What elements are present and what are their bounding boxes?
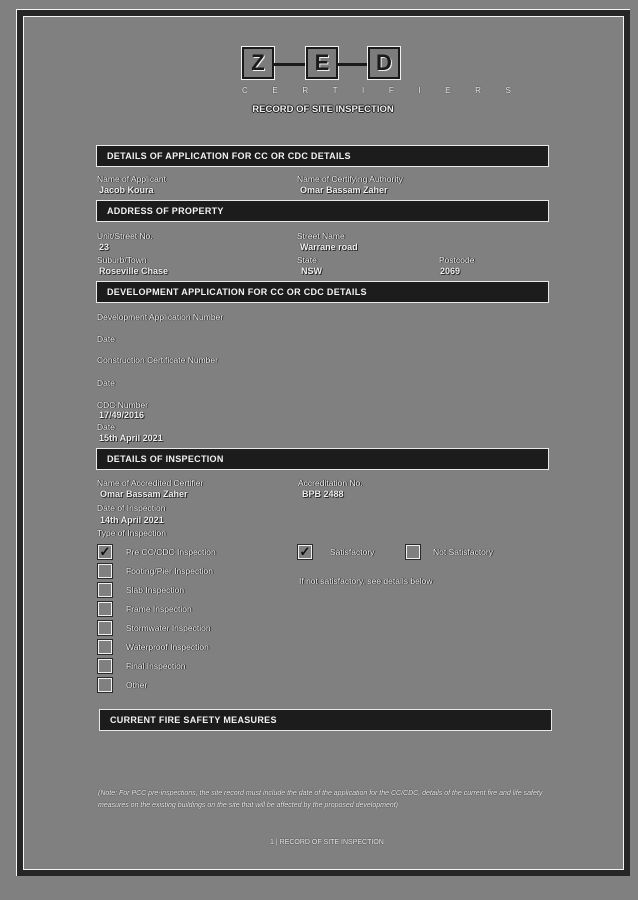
label-other: Other [126,680,148,690]
unit-street-label: Unit/Street No. [97,231,153,241]
applicant-value: Jacob Koura [99,185,154,195]
checkbox-satisfactory[interactable]: ✓ [299,544,311,559]
label-footing-pier-inspection: Footing/Pier Inspection [126,566,213,576]
logo-letter-z: Z [242,47,274,79]
postcode-value: 2069 [440,266,461,276]
label-frame-inspection: Frame Inspection [126,604,192,614]
zed-logo [242,47,402,83]
postcode-label: Postcode [439,255,475,265]
certifying-authority-value: Omar Bassam Zaher [300,185,388,195]
section-heading-inspection: DETAILS OF INSPECTION [96,448,549,470]
document-title: RECORD OF SITE INSPECTION [252,104,394,115]
state-label: State [297,255,317,265]
da-number-label: Development Application Number [97,312,224,322]
suburb-value: Roseville Chase [99,266,169,276]
checkbox-stormwater-inspection[interactable] [98,621,112,635]
logo-subtitle: C E R T I F I E R S [242,86,523,95]
section-heading-application: DETAILS OF APPLICATION FOR CC OR CDC DETAILS [96,145,549,167]
checkbox-waterproof-inspection[interactable] [98,640,112,654]
cdc-date-value: 15th April 2021 [99,433,163,443]
cc-date-label: Date [97,378,115,388]
checkbox-other[interactable] [98,678,112,692]
da-date-label: Date [97,334,115,344]
inspection-date-label: Date of Inspection [97,503,166,513]
logo-letter-d: D [368,47,400,79]
cdc-number-value: 17/49/2016 [99,410,145,420]
certifier-name-value: Omar Bassam Zaher [100,489,188,499]
logo-letter-e: E [306,47,338,79]
applicant-label: Name of Applicant [97,174,166,184]
checkbox-frame-inspection[interactable] [98,602,112,616]
checkbox-footing-pier-inspection[interactable] [98,564,112,578]
label-pre-cc-cdc-inspection: Pre CC/CDC Inspection [126,547,216,557]
label-final-inspection: Final Inspection [126,661,186,671]
section-heading-development: DEVELOPMENT APPLICATION FOR CC OR CDC DETAILS [96,281,549,303]
inspection-date-value: 14th April 2021 [100,515,164,525]
checkbox-not-satisfactory[interactable] [406,545,420,559]
label-slab-inspection: Slab Inspection [126,585,185,595]
certifier-name-label: Name of Accredited Certifier [97,478,204,488]
logo-connector [338,63,368,66]
street-name-value: Warrane road [300,242,358,252]
checkbox-final-inspection[interactable] [98,659,112,673]
label-satisfactory: Satisfactory [330,547,375,557]
checkbox-slab-inspection[interactable] [98,583,112,597]
label-not-satisfactory: Not Satisfactory [433,547,493,557]
logo-connector [274,63,306,66]
section-heading-address: ADDRESS OF PROPERTY [96,200,549,222]
checkbox-pre-cc-cdc-inspection[interactable]: ✓ [99,544,111,559]
label-stormwater-inspection: Stormwater Inspection [126,623,211,633]
accreditation-value: BPB 2488 [302,489,344,499]
pcc-note: (Note: For PCC pre-inspections, the site record must include the date of the application for the CC/CDC, details of the current fire and life safety measures on the existing buildings on the site that will be affected by the proposed development) [98,790,543,809]
cc-number-label: Construction Certificate Number [97,355,218,365]
certifying-authority-label: Name of Certifying Authority [297,174,403,184]
state-value: NSW [301,266,322,276]
label-waterproof-inspection: Waterproof Inspection [126,642,209,652]
if-not-satisfactory-text: If not satisfactory, see details below [299,576,433,586]
accreditation-label: Accreditation No. [298,478,363,488]
page-footer: 1 | RECORD OF SITE INSPECTION [270,839,384,846]
cdc-date-label: Date [97,422,115,432]
suburb-label: Suburb/Town [97,255,147,265]
inspection-type-label: Type of Inspection [97,528,166,538]
street-name-label: Street Name [297,231,345,241]
unit-street-value: 23 [99,242,110,252]
section-heading-fire-safety: CURRENT FIRE SAFETY MEASURES [99,709,552,731]
cdc-number-label: CDC Number [97,400,149,410]
